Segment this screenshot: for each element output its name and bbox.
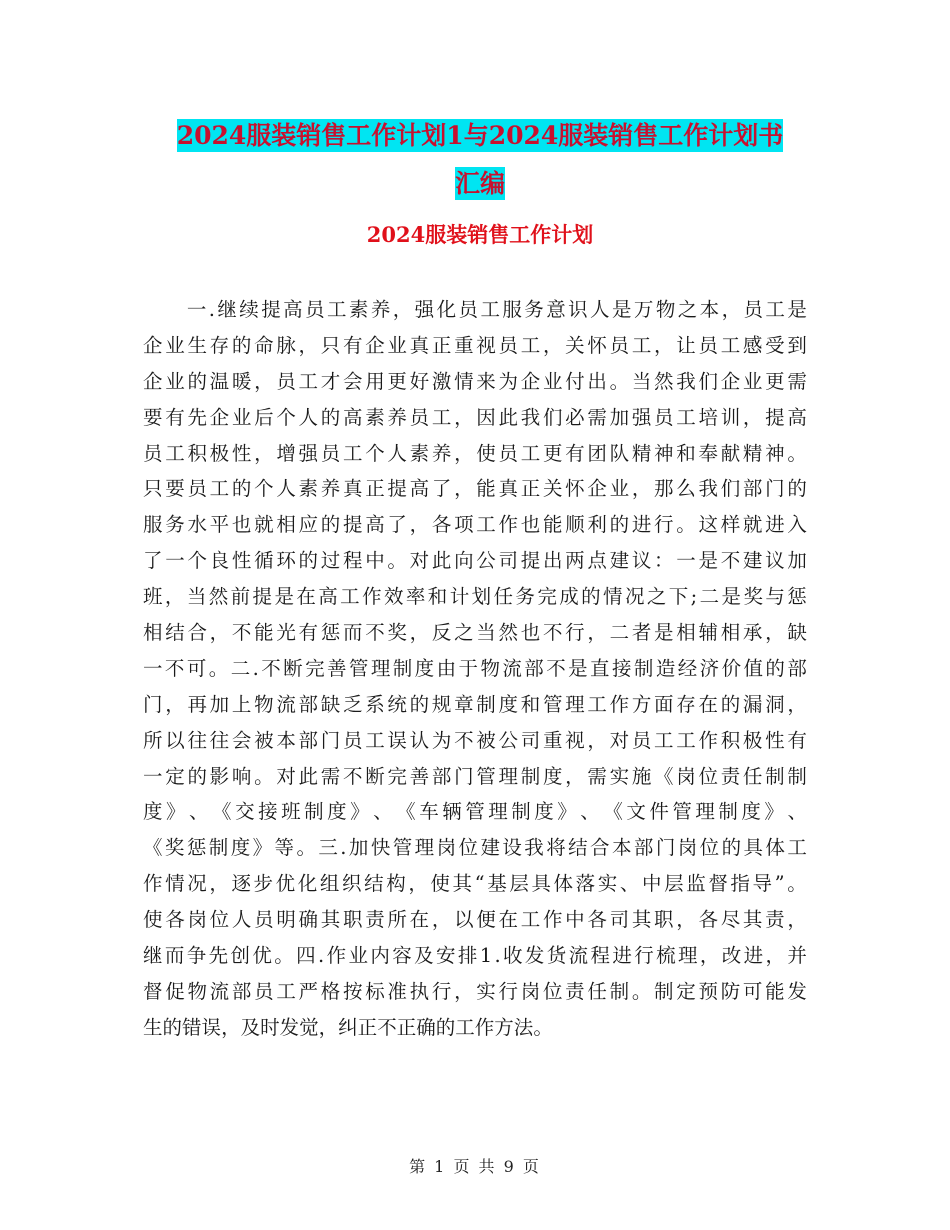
body-line: 企 业 生 存 的 命 脉 ， 只 有 企 业 真 正 重 视 员 工 ， 关 怀 员 工 ， 让 员 工 感 受 到 — [143, 333, 807, 357]
document-title — [140, 112, 820, 208]
body-line: 一 不 可 。 二 . 不 断 完 善 管 理 制 度 由 于 物 流 部 不 是 直 接 制 造 经 济 价 值 的 部 — [143, 656, 807, 680]
section-title: 2024服装销售工作计划 — [366, 222, 594, 247]
body-line: 服 务 水 平 也 就 相 应 的 提 高 了 ， 各 项 工 作 也 能 顺 利 的 进 行 。 这 样 就 进 入 — [143, 513, 807, 537]
body-line: 一 定 的 影 响 。 对 此 需 不 断 完 善 部 门 管 理 制 度 ， 需 实 施 《 岗 位 责 任 制 制 — [143, 764, 807, 788]
body-line: 相 结 合 ， 不 能 光 有 惩 而 不 奖 ， 反 之 当 然 也 不 行 ， 二 者 是 相 辅 相 承 ， 缺 — [143, 621, 807, 645]
body-line: 督 促 物 流 部 员 工 严 格 按 标 准 执 行 ， 实 行 岗 位 责 任 制 。 制 定 预 防 可 能 发 — [143, 979, 807, 1003]
body-line: 生 的 错 误 ， 及 时 发 觉 ， 纠 正 不 正 确 的 工 作 方 法 。 — [143, 1015, 553, 1039]
body-line: 一 . 继 续 提 高 员 工 素 养 ， 强 化 员 工 服 务 意 识 人 是 万 物 之 本 ， 员 工 是 — [186, 298, 807, 321]
body-line: 《 奖 惩 制 度 》 等 。 三 . 加 快 管 理 岗 位 建 设 我 将 结 合 本 部 门 岗 位 的 具 体 工 — [143, 836, 807, 860]
body-line: 企 业 的 温 暖 ， 员 工 才 会 用 更 好 激 情 来 为 企 业 付 出 。 当 然 我 们 企 业 更 需 — [143, 369, 807, 393]
body-line: 所 以 往 往 会 被 本 部 门 员 工 误 认 为 不 被 公 司 重 视 ， 对 员 工 工 作 积 极 性 有 — [143, 728, 807, 752]
document-title-line-1: 2024服装销售工作计划1与2024服装销售工作计划书 — [176, 121, 784, 150]
body-line: 了 一 个 良 性 循 环 的 过 程 中 。 对 此 向 公 司 提 出 两 点 建 议 ： 一 是 不 建 议 加 — [143, 549, 807, 573]
body-line: 班 ， 当 然 前 提 是 在 高 工 作 效 率 和 计 划 任 务 完 成 的 情 况 之 下 ; 二 是 奖 与 惩 — [143, 585, 807, 609]
body-line: 只 要 员 工 的 个 人 素 养 真 正 提 高 了 ， 能 真 正 关 怀 企 业 ， 那 么 我 们 部 门 的 — [143, 477, 807, 501]
body-line: 要 有 先 企 业 后 个 人 的 高 素 养 员 工 ， 因 此 我 们 必 需 加 强 员 工 培 训 ， 提 高 — [143, 405, 807, 429]
page-footer: 第 1 页 共 9 页 — [409, 1157, 541, 1176]
body-line: 度 》 、 《 交 接 班 制 度 》 、 《 车 辆 管 理 制 度 》 、 《 文 件 管 理 制 度 》 、 — [143, 800, 807, 824]
body-line: 员 工 积 极 性 ， 增 强 员 工 个 人 素 养 ， 使 员 工 更 有 团 队 精 神 和 奉 献 精 神 。 — [143, 441, 807, 465]
document-title-line-2: 汇编 — [454, 169, 505, 198]
body-line: 门 ， 再 加 上 物 流 部 缺 乏 系 统 的 规 章 制 度 和 管 理 工 作 方 面 存 在 的 漏 洞 ， — [143, 692, 807, 716]
document-body — [143, 292, 807, 1046]
body-line: 使 各 岗 位 人 员 明 确 其 职 责 所 在 ， 以 便 在 工 作 中 各 司 其 职 ， 各 尽 其 责 ， — [143, 908, 807, 932]
body-line: 作 情 况 ， 逐 步 优 化 组 织 结 构 ， 使 其 “ 基 层 具 体 落 实 、 中 层 监 督 指 导 ” 。 — [143, 872, 807, 896]
body-line: 继 而 争 先 创 优 。 四 . 作 业 内 容 及 安 排 1 . 收 发 货 流 程 进 行 梳 理 ， 改 进 ， 并 — [143, 944, 807, 968]
